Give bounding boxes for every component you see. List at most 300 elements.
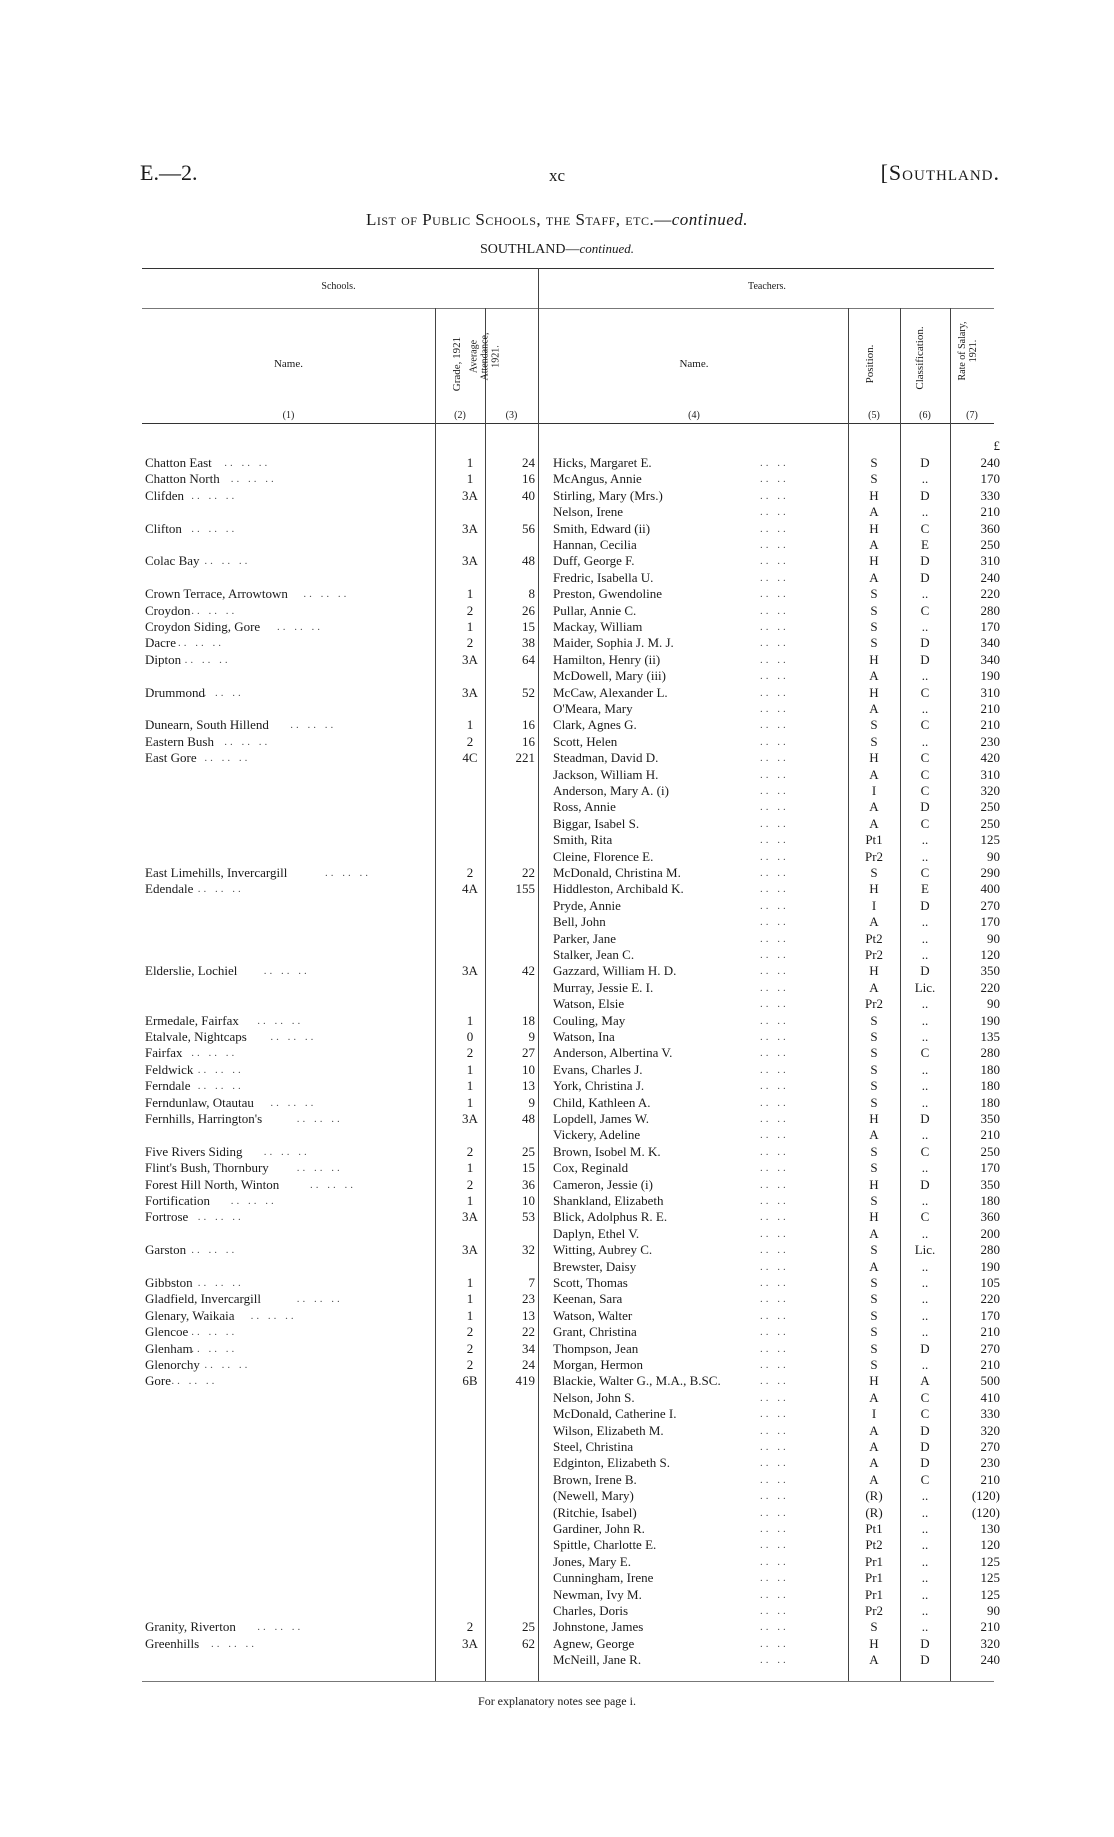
average-attendance: 15 — [522, 619, 535, 634]
teacher-classification: .. — [921, 1127, 929, 1143]
colnum-3: (3) — [505, 410, 518, 421]
table-row — [0, 635, 1114, 651]
teacher-classification: D — [920, 1340, 930, 1356]
teacher-position: H — [869, 881, 879, 897]
salary-rate: (120) — [971, 1504, 1000, 1520]
leader-dots: .. .. — [760, 1211, 789, 1224]
table-row — [0, 1455, 1114, 1471]
leader-dots: .. .. — [760, 1473, 789, 1486]
leader-dots: .. .. .. — [263, 1145, 310, 1158]
school-name: Elderslie, Lochiel — [145, 963, 238, 979]
teacher-classification: C — [920, 1143, 930, 1159]
table-row — [0, 1357, 1114, 1373]
school-grade: 3A — [462, 1111, 478, 1126]
teacher-position: H — [869, 750, 879, 766]
school-grade: 3A — [462, 684, 478, 700]
teacher-name: Morgan, Hermon — [553, 1357, 644, 1372]
teacher-name: Gardiner, John R. — [553, 1521, 645, 1536]
leader-dots: .. .. — [760, 719, 789, 732]
school-name: Garston — [145, 1242, 187, 1258]
leader-dots: .. .. .. — [250, 1309, 297, 1322]
leader-dots: .. .. — [760, 1047, 789, 1060]
salary-rate: 220 — [980, 586, 1000, 602]
teacher-classification: .. — [921, 1258, 929, 1274]
table-row — [0, 1324, 1114, 1340]
teacher-classification: .. — [921, 668, 929, 684]
salary-rate: 90 — [987, 996, 1000, 1012]
salary-rate: 240 — [980, 1652, 1000, 1668]
teacher-classification: D — [920, 1111, 930, 1126]
table-row — [0, 1177, 1114, 1193]
table-row — [0, 1308, 1114, 1324]
leader-dots: .. .. .. — [191, 489, 238, 502]
leader-dots: .. .. — [760, 1523, 789, 1535]
leader-dots: .. .. — [760, 571, 789, 584]
teacher-position: Pt1 — [865, 1521, 883, 1536]
teacher-position: H — [869, 520, 879, 536]
table-row — [0, 832, 1114, 848]
school-name: Eastern Bush — [145, 733, 214, 749]
leader-dots: .. .. — [760, 1391, 789, 1404]
average-attendance: 56 — [522, 520, 535, 536]
table-row — [0, 504, 1114, 520]
teacher-classification: .. — [921, 1193, 929, 1208]
teacher-position: A — [869, 1439, 879, 1454]
teacher-position: S — [870, 1340, 878, 1356]
leader-dots: .. .. .. — [310, 1178, 356, 1191]
table-row — [0, 1013, 1114, 1029]
school-grade: 1 — [466, 1078, 474, 1094]
school-grade: 3A — [462, 553, 478, 569]
table-row — [0, 1488, 1114, 1504]
salary-rate: 105 — [980, 1275, 1000, 1290]
average-attendance: 16 — [522, 471, 535, 487]
table-row — [0, 455, 1114, 471]
average-attendance: 16 — [522, 733, 535, 749]
school-name: East Limehills, Invercargill — [145, 865, 288, 880]
salary-rate: 90 — [987, 1603, 1000, 1618]
salary-rate: 360 — [980, 1209, 1000, 1225]
leader-dots: .. .. .. — [296, 1113, 343, 1125]
teacher-name: Vickery, Adeline — [553, 1127, 641, 1143]
school-name: Fernhills, Harrington's — [145, 1111, 263, 1126]
leader-dots: .. .. .. — [197, 1080, 244, 1093]
teacher-classification: C — [920, 766, 930, 782]
teacher-position: A — [869, 1422, 879, 1438]
teacher-classification: .. — [921, 1029, 929, 1044]
table-row — [0, 1242, 1114, 1258]
leader-dots: .. .. — [760, 1063, 789, 1076]
school-name: Dacre — [145, 635, 177, 651]
school-grade: 2 — [466, 1619, 474, 1635]
teacher-position: S — [870, 1061, 878, 1077]
teacher-name: Cunningham, Irene — [553, 1570, 654, 1586]
header-school-name: Name. — [273, 358, 303, 370]
school-grade: 2 — [466, 1357, 474, 1372]
salary-rate: 90 — [987, 848, 1000, 864]
table-row — [0, 1144, 1114, 1160]
leader-dots: .. .. .. — [191, 1244, 238, 1257]
rule-top — [142, 268, 994, 269]
leader-dots: .. .. — [760, 1506, 789, 1519]
teacher-classification: D — [920, 553, 930, 569]
salary-rate: 125 — [980, 832, 1000, 848]
table-row — [0, 799, 1114, 815]
school-grade: 1 — [466, 1160, 474, 1176]
leader-dots: .. .. — [760, 735, 789, 748]
leader-dots: .. .. — [760, 1309, 789, 1322]
average-attendance: 13 — [522, 1078, 535, 1094]
leader-dots: .. .. — [760, 785, 789, 797]
salary-rate: 340 — [980, 651, 1000, 667]
salary-rate: 210 — [980, 1619, 1000, 1635]
leader-dots: .. .. — [760, 1637, 789, 1650]
teacher-name: Newman, Ivy M. — [553, 1586, 642, 1602]
salary-rate: 125 — [980, 1586, 1000, 1602]
teacher-name: Mackay, William — [553, 619, 643, 634]
salary-rate: 400 — [980, 881, 1000, 897]
teacher-name: Brewster, Daisy — [553, 1258, 637, 1274]
leader-dots: .. .. .. — [191, 1047, 238, 1060]
school-grade: 1 — [466, 1307, 474, 1323]
salary-rate: 270 — [980, 1439, 1000, 1454]
teacher-position: H — [869, 553, 879, 569]
salary-rate: 350 — [980, 1176, 1000, 1192]
teacher-name: Biggar, Isabel S. — [553, 815, 640, 831]
average-attendance: 8 — [528, 586, 535, 602]
table-row — [0, 1537, 1114, 1553]
school-name: Gore — [145, 1373, 171, 1389]
table-row — [0, 931, 1114, 947]
leader-dots: .. .. — [760, 1227, 789, 1240]
teacher-name: Cameron, Jessie (i) — [553, 1176, 654, 1192]
page-number: xc — [548, 166, 566, 185]
teacher-position: I — [871, 897, 877, 913]
teacher-classification: .. — [921, 1307, 929, 1323]
salary-rate: 340 — [980, 635, 1000, 651]
table-row — [0, 865, 1114, 881]
teacher-position: A — [869, 569, 879, 585]
leader-dots: .. .. — [760, 899, 789, 912]
teacher-classification: D — [920, 1635, 930, 1651]
teacher-classification: D — [920, 1422, 930, 1438]
teacher-name: McDonald, Catherine I. — [553, 1406, 677, 1422]
leader-dots: .. .. — [760, 949, 789, 961]
school-name: Ferndale — [145, 1078, 191, 1094]
leader-dots: .. .. — [760, 539, 789, 551]
school-grade: 3A — [462, 651, 478, 667]
teacher-name: Fredric, Isabella U. — [553, 569, 654, 585]
table-row — [0, 914, 1114, 930]
teacher-position: S — [870, 1275, 878, 1290]
teacher-name: Steadman, David D. — [553, 750, 659, 766]
salary-rate: 250 — [980, 537, 1000, 552]
salary-rate: 280 — [980, 1045, 1000, 1061]
school-grade: 1 — [466, 1094, 474, 1110]
leader-dots: .. .. — [760, 1178, 789, 1191]
table-row — [0, 1439, 1114, 1455]
teacher-name: Thompson, Jean — [553, 1340, 639, 1356]
average-attendance: 10 — [522, 1193, 535, 1208]
title-italic: continued. — [671, 210, 748, 229]
teacher-name: Pullar, Annie C. — [553, 602, 637, 618]
teacher-position: S — [870, 1012, 878, 1028]
salary-rate: 310 — [980, 553, 1000, 569]
school-grade: 3A — [462, 1635, 478, 1651]
teacher-position: A — [869, 1258, 879, 1274]
salary-rate: 270 — [980, 897, 1000, 913]
leader-dots: .. .. — [760, 604, 789, 617]
teacher-name: Bell, John — [553, 914, 606, 930]
teacher-name: McAngus, Annie — [553, 471, 642, 487]
teacher-position: S — [870, 1078, 878, 1094]
teacher-name: (Newell, Mary) — [553, 1488, 634, 1504]
table-row — [0, 1078, 1114, 1094]
salary-rate: 280 — [980, 1242, 1000, 1258]
teacher-classification: C — [920, 815, 930, 831]
teacher-name: Watson, Walter — [553, 1307, 633, 1323]
salary-rate: 410 — [980, 1389, 1000, 1405]
teacher-classification: D — [920, 487, 930, 503]
leader-dots: .. .. — [760, 1342, 789, 1355]
teacher-position: (R) — [865, 1488, 883, 1504]
leader-dots: .. .. — [760, 932, 789, 945]
teacher-position: I — [871, 783, 877, 798]
teacher-name: Pryde, Annie — [553, 897, 621, 913]
teacher-position: S — [870, 1357, 878, 1372]
salary-rate: 180 — [980, 1061, 1000, 1077]
teacher-position: H — [869, 1635, 879, 1651]
school-name: Glencoe — [145, 1324, 189, 1340]
table-row — [0, 1406, 1114, 1422]
school-grade: 1 — [466, 471, 474, 487]
teacher-classification: C — [920, 783, 930, 798]
teacher-classification: D — [920, 963, 930, 979]
school-name: Feldwick — [145, 1061, 194, 1077]
leader-dots: .. .. — [760, 1326, 789, 1339]
table-row — [0, 1341, 1114, 1357]
teacher-name: Nelson, Irene — [553, 504, 624, 520]
teacher-name: Maider, Sophia J. M. J. — [553, 635, 674, 651]
salary-rate: 170 — [980, 619, 1000, 634]
salary-rate: 120 — [980, 1537, 1000, 1553]
leader-dots: .. .. — [760, 588, 789, 601]
teacher-classification: .. — [921, 1357, 929, 1372]
teacher-position: A — [869, 1127, 879, 1143]
page-subtitle — [0, 241, 1114, 258]
leader-dots: .. .. — [760, 522, 789, 535]
teacher-name: (Ritchie, Isabel) — [553, 1504, 637, 1520]
teacher-classification: D — [920, 1439, 930, 1454]
teacher-position: S — [870, 1029, 878, 1044]
teacher-name: Stalker, Jean C. — [553, 947, 635, 962]
leader-dots: .. .. — [760, 670, 789, 683]
leader-dots: .. .. — [760, 752, 789, 765]
teacher-classification: .. — [921, 701, 929, 716]
school-name: Flint's Bush, Thornbury — [145, 1160, 269, 1176]
school-grade: 4C — [462, 750, 478, 766]
school-grade: 1 — [466, 619, 474, 634]
table-row — [0, 652, 1114, 668]
average-attendance: 34 — [522, 1340, 535, 1356]
teacher-classification: D — [920, 897, 930, 913]
salary-rate: 330 — [980, 1406, 1000, 1422]
leader-dots: .. .. .. — [191, 604, 238, 617]
school-name: Fairfax — [145, 1045, 183, 1061]
leader-dots: .. .. .. — [204, 752, 251, 765]
leader-dots: .. .. — [760, 1145, 789, 1158]
teacher-position: A — [869, 914, 879, 930]
teacher-classification: .. — [921, 1160, 929, 1176]
salary-rate: 170 — [980, 1160, 1000, 1176]
teacher-name: Hicks, Margaret E. — [553, 455, 652, 470]
school-name: Gibbston — [145, 1275, 193, 1290]
teacher-classification: .. — [921, 1061, 929, 1077]
header-grade: Grade, 1921 — [451, 336, 463, 392]
teacher-name: Duff, George F. — [553, 553, 635, 569]
salary-rate: 250 — [980, 815, 1000, 831]
teacher-name: Clark, Agnes G. — [553, 717, 637, 733]
teacher-position: Pr1 — [864, 1553, 884, 1569]
average-attendance: 48 — [522, 553, 535, 569]
teacher-classification: C — [920, 717, 930, 733]
subtitle-italic: continued. — [579, 241, 635, 256]
teacher-position: S — [870, 1619, 878, 1635]
table-row — [0, 1209, 1114, 1225]
leader-dots: .. .. .. — [296, 1293, 343, 1306]
teacher-name: Anderson, Mary A. (i) — [553, 783, 669, 798]
salary-rate: 180 — [980, 1094, 1000, 1110]
rule-group — [142, 308, 994, 309]
table-row — [0, 1259, 1114, 1275]
leader-dots: .. .. — [760, 1457, 789, 1470]
leader-dots: .. .. — [760, 457, 789, 469]
table-row — [0, 521, 1114, 537]
teacher-classification: D — [920, 799, 930, 815]
teacher-classification: D — [920, 1176, 930, 1192]
page-ref-left: E.—2. — [140, 160, 198, 185]
teacher-classification: C — [920, 1389, 930, 1405]
table-row — [0, 881, 1114, 897]
teacher-name: Nelson, John S. — [553, 1389, 635, 1405]
salary-rate: 350 — [980, 963, 1000, 979]
teacher-position: A — [869, 1471, 879, 1487]
school-grade: 2 — [466, 1324, 474, 1340]
average-attendance: 38 — [522, 635, 535, 651]
teacher-position: Pt2 — [865, 930, 883, 946]
school-grade: 2 — [466, 1143, 474, 1159]
table-row — [0, 1045, 1114, 1061]
teacher-classification: Lic. — [914, 979, 936, 995]
leader-dots: .. .. .. — [197, 1063, 244, 1076]
average-attendance: 22 — [522, 1324, 535, 1340]
average-attendance: 40 — [522, 487, 535, 503]
colnum-6: (6) — [919, 410, 931, 421]
salary-rate: 125 — [980, 1570, 1000, 1586]
leader-dots: .. .. .. — [197, 1277, 244, 1289]
salary-rate: 320 — [980, 1422, 1000, 1438]
leader-dots: .. .. .. — [290, 719, 337, 732]
school-name: Croydon Siding, Gore — [145, 619, 261, 634]
teacher-name: Scott, Thomas — [553, 1275, 628, 1290]
leader-dots: .. .. — [760, 1359, 789, 1371]
teacher-name: Jackson, William H. — [553, 766, 659, 782]
teacher-name: Blackie, Walter G., M.A., B.SC. — [553, 1373, 721, 1389]
average-attendance: 419 — [515, 1373, 535, 1389]
leader-dots: .. .. .. — [277, 621, 323, 633]
salary-rate: 270 — [980, 1340, 1000, 1356]
teacher-classification: .. — [921, 619, 929, 634]
teacher-name: Brown, Irene B. — [553, 1471, 637, 1487]
leader-dots: .. .. — [760, 981, 789, 994]
table-row — [0, 1587, 1114, 1603]
teacher-name: Daplyn, Ethel V. — [553, 1225, 640, 1241]
table-row — [0, 1505, 1114, 1521]
teacher-classification: A — [920, 1373, 930, 1389]
teacher-classification: .. — [921, 1275, 929, 1290]
teacher-position: A — [869, 979, 879, 995]
teacher-name: Spittle, Charlotte E. — [553, 1537, 657, 1553]
colnum-2: (2) — [454, 410, 466, 421]
teacher-name: Anderson, Albertina V. — [553, 1045, 673, 1061]
leader-dots: .. .. .. — [191, 1342, 238, 1355]
school-name: Five Rivers Siding — [145, 1143, 243, 1159]
teacher-name: Brown, Isobel M. K. — [553, 1143, 661, 1159]
leader-dots: .. .. — [760, 867, 789, 879]
leader-dots: .. .. .. — [197, 1211, 244, 1224]
leader-dots: .. .. — [760, 850, 789, 863]
salary-rate: 310 — [980, 766, 1000, 782]
teacher-name: Smith, Rita — [553, 832, 613, 848]
teacher-classification: .. — [921, 1553, 929, 1569]
teacher-classification: .. — [921, 947, 929, 962]
salary-rate: 210 — [980, 1357, 1000, 1372]
teacher-position: S — [870, 733, 878, 749]
table-row — [0, 1570, 1114, 1586]
leader-dots: .. .. — [760, 1080, 789, 1093]
leader-dots: .. .. .. — [257, 1621, 304, 1634]
teacher-position: S — [870, 602, 878, 618]
teacher-classification: .. — [921, 996, 929, 1012]
average-attendance: 24 — [522, 1357, 535, 1372]
teacher-name: Steel, Christina — [553, 1439, 634, 1454]
teacher-classification: .. — [921, 1324, 929, 1340]
salary-rate: 310 — [980, 684, 1000, 700]
average-attendance: 13 — [522, 1307, 535, 1323]
school-name: Etalvale, Nightcaps — [145, 1029, 247, 1044]
salary-rate: 90 — [987, 930, 1000, 946]
teacher-classification: .. — [921, 1586, 929, 1602]
teacher-classification: C — [920, 520, 930, 536]
teacher-position: A — [869, 668, 879, 684]
salary-rate: 210 — [980, 717, 1000, 733]
leader-dots: .. .. — [760, 1408, 789, 1421]
teacher-position: H — [869, 963, 879, 979]
colnum-1: (1) — [282, 410, 295, 421]
teacher-position: A — [869, 1455, 879, 1471]
teacher-name: York, Christina J. — [553, 1078, 645, 1094]
average-attendance: 155 — [515, 881, 535, 897]
leader-dots: .. .. — [760, 637, 789, 650]
leader-dots: .. .. — [760, 998, 789, 1011]
school-grade: 1 — [466, 1193, 474, 1208]
school-name: Croydon — [145, 602, 191, 618]
leader-dots: .. .. .. — [191, 1326, 238, 1339]
table-row — [0, 783, 1114, 799]
teacher-position: S — [870, 1193, 878, 1208]
teacher-classification: .. — [921, 1094, 929, 1110]
table-row — [0, 1619, 1114, 1635]
